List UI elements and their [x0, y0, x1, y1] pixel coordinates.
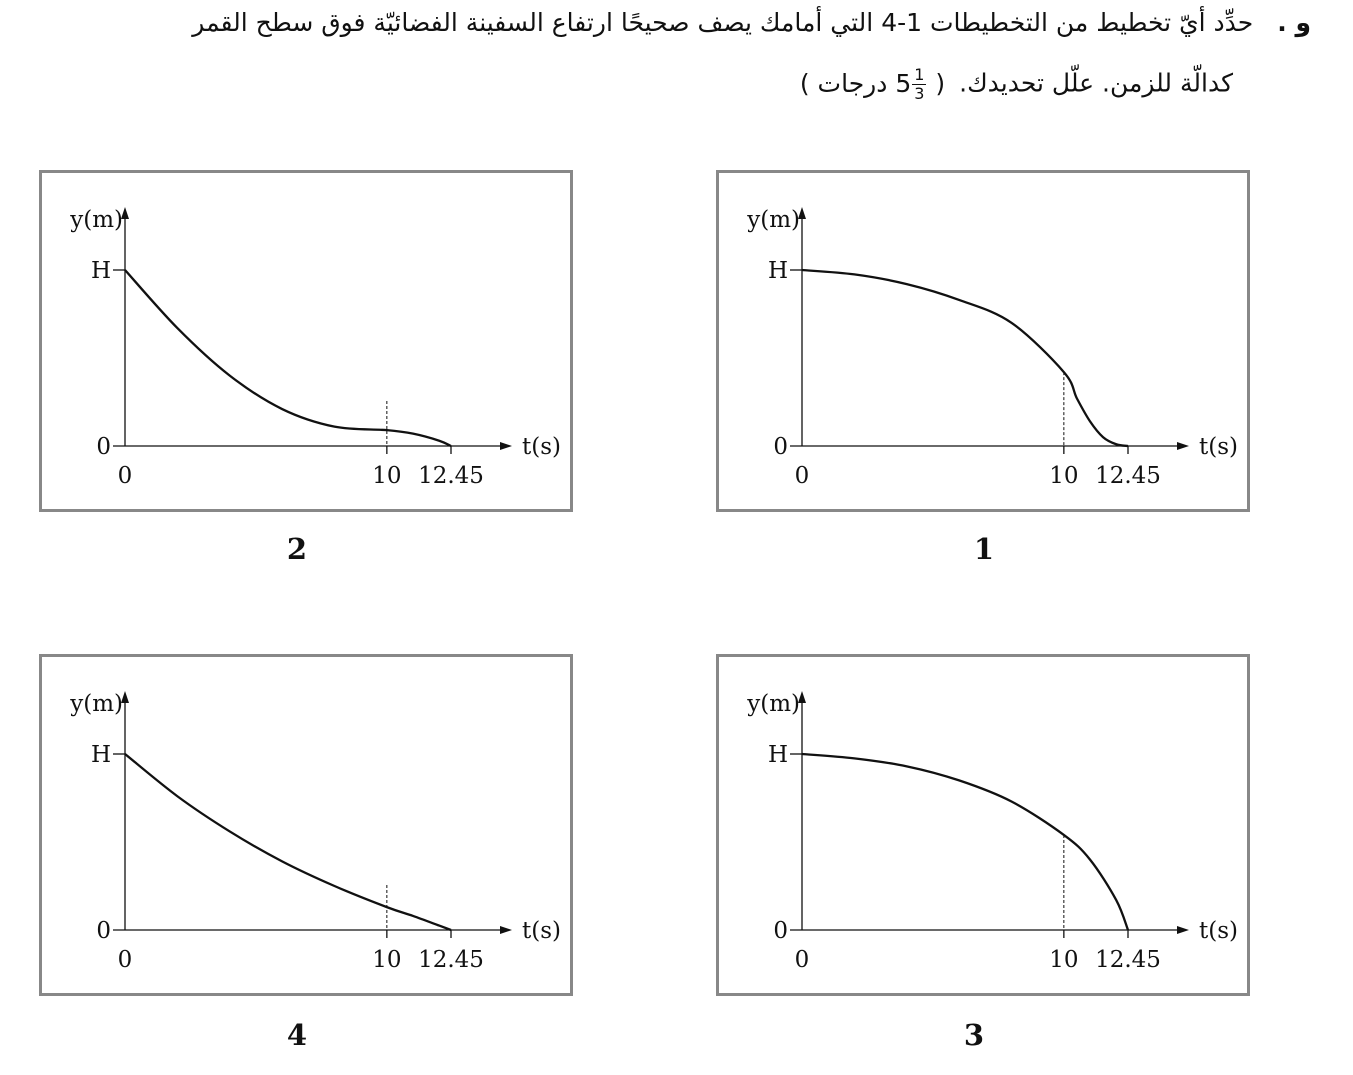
graph-panel-4 [39, 654, 573, 996]
points-whole: 5 [895, 68, 912, 98]
graph-1-xtick-label-2: 12.45 [1095, 463, 1161, 489]
graph-2-xtick-label-2: 12.45 [418, 463, 484, 489]
graph-3-ylabel: y(m) [747, 691, 800, 717]
graph-4-ylabel: y(m) [70, 691, 123, 717]
graph-4-ytick-zero-label: 0 [96, 918, 111, 944]
graph-4-curve [125, 754, 451, 930]
graph-3-x-axis-arrow [1177, 926, 1189, 934]
graph-2-ylabel: y(m) [70, 207, 123, 233]
graph-3-ytick-top-label: H [767, 742, 788, 768]
graph-caption-3: 3 [963, 1018, 985, 1052]
graph-4-xlabel: t(s) [522, 918, 561, 944]
graph-1-ytick-top-label: H [767, 258, 788, 284]
graph-panel-3 [716, 654, 1250, 996]
graph-3-svg [719, 657, 1253, 999]
graph-1-ytick-zero-label: 0 [773, 434, 788, 460]
graph-1-xtick-label-1: 10 [1049, 463, 1079, 489]
graph-caption-1: 1 [973, 532, 995, 566]
graph-panel-2 [39, 170, 573, 512]
graph-4-svg [42, 657, 576, 999]
question-instruction: كدالّة للزمن. علّل تحديدك. [959, 68, 1233, 98]
points-note: ( 5 $\frac{1}{3}$ درجات ) [799, 65, 946, 103]
question-text: حدِّد أيّ تخطيط من التخطيطات 1-4 التي أمامك يصف صحيحًا ارتفاع السفينة الفضائيّة فوق سطح القمر [192, 8, 1254, 37]
graph-1-curve [802, 270, 1128, 446]
question-line-1 [192, 8, 1311, 37]
graph-4-xtick-label-0: 0 [117, 947, 133, 973]
question-line-2 [800, 66, 1233, 103]
graph-2-xtick-label-1: 10 [372, 463, 402, 489]
graph-1-xlabel: t(s) [1199, 434, 1238, 460]
graph-1-x-axis-arrow [1177, 442, 1189, 450]
points-word: درجات [817, 68, 888, 98]
graph-2-x-axis-arrow [500, 442, 512, 450]
graph-1-svg [719, 173, 1253, 515]
graph-2-ytick-top-label: H [90, 258, 111, 284]
graph-1-xtick-label-0: 0 [794, 463, 810, 489]
graph-4-xtick-label-1: 10 [372, 947, 402, 973]
question-letter: و . [1277, 8, 1311, 37]
graph-4-x-axis-arrow [500, 926, 512, 934]
graph-2-xlabel: t(s) [522, 434, 561, 460]
graph-2-xtick-label-0: 0 [117, 463, 133, 489]
graph-3-xtick-label-2: 12.45 [1095, 947, 1161, 973]
graph-2-curve [125, 270, 451, 446]
graph-2-svg [42, 173, 576, 515]
graph-4-ytick-top-label: H [90, 742, 111, 768]
graph-4-xtick-label-2: 12.45 [418, 947, 484, 973]
graph-caption-4: 4 [286, 1018, 308, 1052]
points-fraction: $\frac{1}{3}$ [914, 65, 925, 103]
graph-panel-1 [716, 170, 1250, 512]
graph-1-ylabel: y(m) [747, 207, 800, 233]
graph-3-xlabel: t(s) [1199, 918, 1238, 944]
graph-2-ytick-zero-label: 0 [96, 434, 111, 460]
graph-3-curve [802, 754, 1128, 930]
graph-caption-2: 2 [286, 532, 308, 566]
graph-3-xtick-label-1: 10 [1049, 947, 1079, 973]
graph-3-ytick-zero-label: 0 [773, 918, 788, 944]
graph-3-xtick-label-0: 0 [794, 947, 810, 973]
